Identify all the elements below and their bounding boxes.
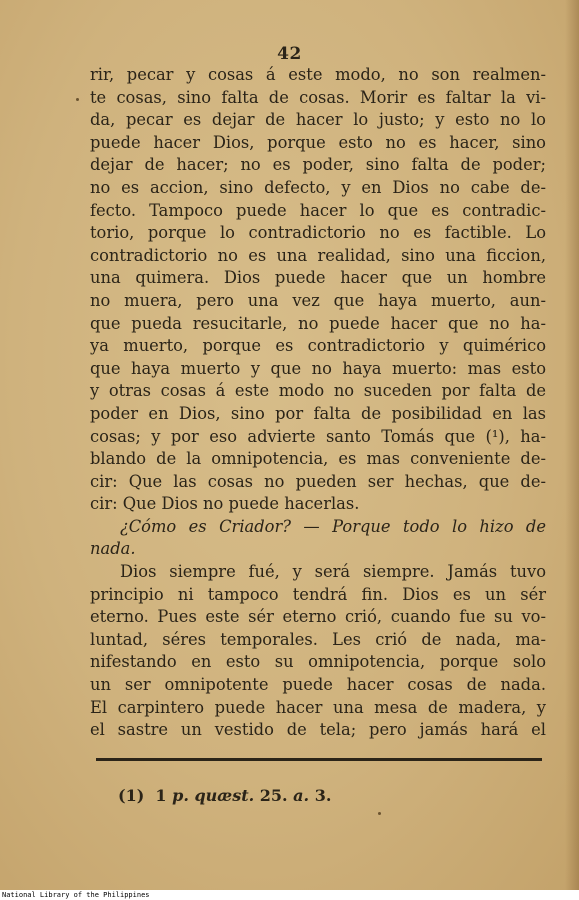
footnote-ref-num: 25. [259,786,288,805]
text-line: no es accion, sino defecto, y en Dios no cabe de- [90,177,546,197]
text-line: El carpintero puede hacer una mesa de madera, y [90,697,546,717]
text-line: fecto. Tampoco puede hacer lo que es contradic- [90,200,546,220]
footnote-ref-italic: p. quæst. [172,786,255,805]
paper-speck [378,812,381,815]
footnote-divider [96,758,542,761]
question-heading: ¿Cómo es Criador? — Porque todo lo hizo de [120,516,546,536]
text-line: te cosas, sino falta de cosas. Morir es faltar la vi- [90,87,546,107]
page-edge-shadow [565,0,579,890]
text-line: torio, porque lo contradictorio no es factible. Lo [90,223,546,243]
question-heading: nada. [90,539,136,559]
text-line: poder en Dios, sino por falta de posibilidad en las [90,403,546,423]
text-line: puede hacer Dios, porque esto no es hacer, sino [90,132,546,152]
text-line: cosas; y por eso advierte santo Tomás que (¹), ha- [90,426,546,446]
footnote-ref-art: a. [293,786,310,805]
page-number: 42 [277,44,302,64]
footnote-number: (1) [118,786,145,805]
paper-speck [76,98,79,101]
text-line: ya muerto, porque es contradictorio y quimérico [90,336,546,356]
text-line: que pueda resucitarle, no puede hacer que no ha- [90,313,546,333]
text-line: dejar de hacer; no es poder, sino falta de poder; [90,155,546,175]
text-line: que haya muerto y que no haya muerto: mas esto [90,358,546,378]
text-line: el sastre un vestido de tela; pero jamás hará el [90,720,546,740]
text-line: rir, pecar y cosas á este modo, no son realmen- [90,65,546,84]
footnote [118,786,331,805]
credit-bar [0,890,579,900]
text-line: luntad, séres temporales. Les crió de nada, ma- [90,629,546,649]
text-line: cir: Que Dios no puede hacerlas. [90,494,360,514]
text-line: nifestando en esto su omnipotencia, porque solo [90,652,546,672]
text-line: cir: Que las cosas no pueden ser hechas, que de- [90,471,546,491]
text-line: eterno. Pues este sér eterno crió, cuando fue su vo- [90,607,546,627]
text-line: no muera, pero una vez que haya muerto, aun- [90,290,546,310]
footnote-ref-end: 3. [314,786,332,805]
text-line: principio ni tampoco tendrá fin. Dios es un sér [90,584,546,604]
text-line: y otras cosas á este modo no suceden por falta de [90,381,546,401]
footnote-ref-lead: 1 [155,786,167,805]
text-line: un ser omnipotente puede hacer cosas de nada. [90,675,546,695]
text-line: da, pecar es dejar de hacer lo justo; y esto no lo [90,110,546,130]
text-line: una quimera. Dios puede hacer que un hombre [90,268,546,288]
text-line: Dios siempre fué, y será siempre. Jamás tuvo [120,562,546,582]
text-line: blando de la omnipotencia, es mas conveniente de- [90,449,546,469]
library-credit: National Library of the Philippines [2,891,150,899]
body-text [90,64,546,742]
text-line: contradictorio no es una realidad, sino una ficcion, [90,245,546,265]
